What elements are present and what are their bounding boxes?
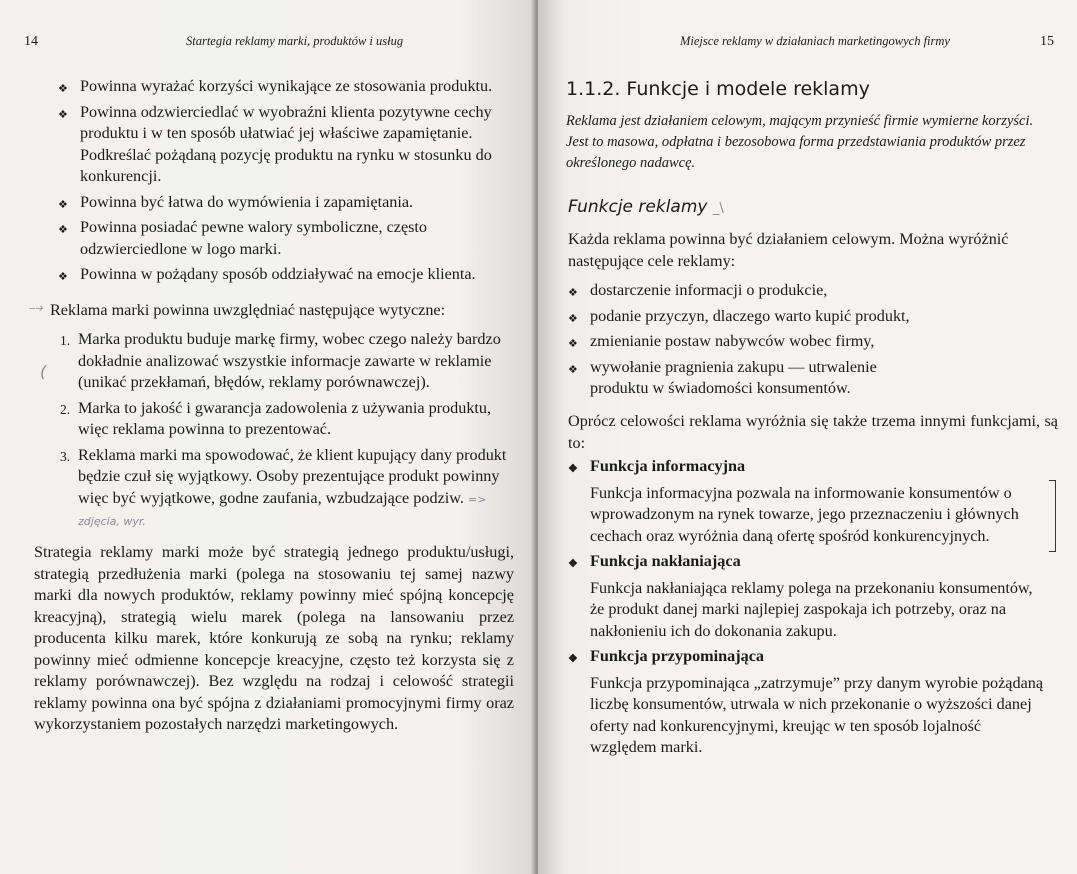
running-head: Miejsce reklamy w działaniach marketingowych firmy — [680, 34, 950, 48]
bullet-icon: ❖ — [58, 83, 68, 95]
bullet-icon: ❖ — [568, 653, 578, 665]
goals-list — [568, 280, 1038, 400]
function-block — [568, 456, 1048, 547]
handwritten-underline-icon: _\ — [712, 201, 724, 216]
list-item: ❖ podanie przyczyn, dlaczego warto kupić produkt, — [568, 306, 1038, 328]
bullet-icon: ❖ — [568, 558, 578, 570]
page-number: 14 — [24, 34, 38, 49]
running-head: Startegia reklamy marki, produktów i usług — [186, 34, 404, 48]
list-item: ❖ zmienianie postaw nabywców wobec firmy, — [568, 331, 1038, 353]
list-item: 3. Reklama marki ma spowodować, że klient kupujący dany produkt będzie czuł się wyjątkowy. Osoby prezentujące produkt powinny więc być wyjątkowe, godne zaufania, wzbudzające podziw. => zdjęcia, wyr. — [60, 445, 507, 528]
function-block — [568, 551, 1048, 642]
section-title: 1.1.2. Funkcje i modele reklamy — [566, 78, 870, 100]
list-item: ❖ Powinna wyrażać korzyści wynikające ze stosowania produktu. — [58, 76, 503, 98]
function-heading: ❖ Funkcja nakłaniająca — [568, 551, 1048, 573]
definition: Reklama jest działaniem celowym, mającym przynieść firmie wymierne korzyści. Jest to masowa, odpłatna i bezosobowa forma przedstawiania produktów przez określonego nadawcę. — [566, 113, 1034, 171]
bullet-icon: ❖ — [58, 198, 68, 211]
bullet-icon: ❖ — [568, 363, 578, 376]
list-item: ❖ wywołanie pragnienia zakupu — utrwalenie produktu w świadomości konsumentów. — [568, 357, 877, 397]
list-item: ❖ Powinna być łatwa do wymówienia i zapamiętania. — [58, 192, 503, 214]
strategy-paragraph: Strategia reklamy marki może być strategią jednego produktu/usługi, strategią przedłużenia marki (polega na stosowaniu tej samej nazwy marki dla nowych produktów, reklamy powinny mieć spójną koncepcję kreacyjną), strategią wielu marek (polega na lansowaniu przez producenta kilku marek, które konkurują ze sobą na rynku; reklamy powinny mieć odmienne koncepcje kreacyjne, często też korzysta się z reklamy porównawczej). Bez względu na rodzaj i celowość strategii reklamy powinna ona być spójna z działaniami promocyjnymi firmy oraz wykorzystaniem pozostałych narzędzi marketingowych. — [34, 543, 514, 733]
list-item: ❖ dostarczenie informacji o produkcie, — [568, 280, 1038, 302]
goals-intro: Każda reklama powinna być działaniem celowym. Można wyróżnić następujące cele reklamy: — [568, 230, 1009, 270]
function-text: Funkcja informacyjna pozwala na informowanie konsumentów o wprowadzonym na rynek towarze, jego przeznaczeniu i głównych cechach oraz wyróżnia daną ofertę spośród konkurencyjnych. — [590, 483, 1019, 545]
bullet-icon: ❖ — [58, 224, 68, 236]
function-heading: ❖ Funkcja przypominająca — [568, 646, 1048, 668]
left-page — [0, 0, 536, 874]
function-text: Funkcja przypominająca „zatrzymuje” przy danym wyrobie pożądaną liczbę konsumentów, utrwala w nich przekonanie o wyższości danej oferty nad konkurencyjnymi, kreując w ten sposób lojalność względem marki. — [590, 673, 1044, 756]
handwritten-note: => zdjęcia, wyr. — [78, 492, 487, 528]
bullet-icon: ❖ — [568, 287, 578, 299]
list-item: ❖ Powinna odzwierciedlać w wyobraźni klienta pozytywne cechy produktu i w ten sposób ułatwiać jej właściwe zapamiętanie. Podkreślać pożądaną pozycję produktu na rynku w stosunku do konkurencji. — [58, 102, 492, 185]
functions-list — [568, 456, 1048, 759]
function-block — [568, 646, 1048, 759]
bullet-icon: ❖ — [58, 108, 68, 121]
list-item: 2. Marka to jakość i gwarancja zadowolenia z używania produktu, więc reklama powinna to prezentować. — [60, 398, 492, 438]
bullet-icon: ❖ — [568, 312, 578, 325]
guidelines-intro: Reklama marki powinna uwzględniać następujące wytyczne: — [50, 301, 446, 319]
handwritten-mark-icon: ( — [40, 362, 47, 381]
function-text: Funkcja nakłaniająca reklamy polega na przekonaniu konsumentów, że produkt danej marki najlepiej zaspokaja ich potrzeby, oraz na nakłonieniu ich do dokonania zakupu. — [590, 578, 1033, 640]
functions-intro: Oprócz celowości reklama wyróżnia się także trzema innymi funkcjami, są to: — [568, 412, 1058, 452]
list-item: ❖ Powinna posiadać pewne walory symboliczne, często odzwierciedlone w logo marki. — [58, 218, 428, 258]
handwritten-arrow-icon: ⤍ — [28, 300, 43, 316]
right-page — [538, 0, 1077, 874]
bullet-icon: ❖ — [568, 338, 578, 350]
bullet-list — [58, 76, 503, 286]
function-heading: ❖ Funkcja informacyjna — [568, 456, 1048, 478]
subsection-title: Funkcje reklamy _\ — [568, 197, 724, 217]
list-item: 1. Marka produktu buduje markę firmy, wobec czego należy bardzo dokładnie analizować wszystkie informacje zawarte w reklamie (unikać przekłamań, błędów, reklamy porównawczej). — [60, 330, 501, 391]
page-number: 15 — [1040, 34, 1054, 49]
guidelines-list — [56, 329, 511, 533]
bullet-icon: ❖ — [568, 463, 578, 475]
handwritten-bracket-icon — [1049, 480, 1056, 552]
list-item: ❖ Powinna w pożądany sposób oddziaływać na emocje klienta. — [58, 264, 503, 286]
bullet-icon: ❖ — [58, 271, 68, 283]
